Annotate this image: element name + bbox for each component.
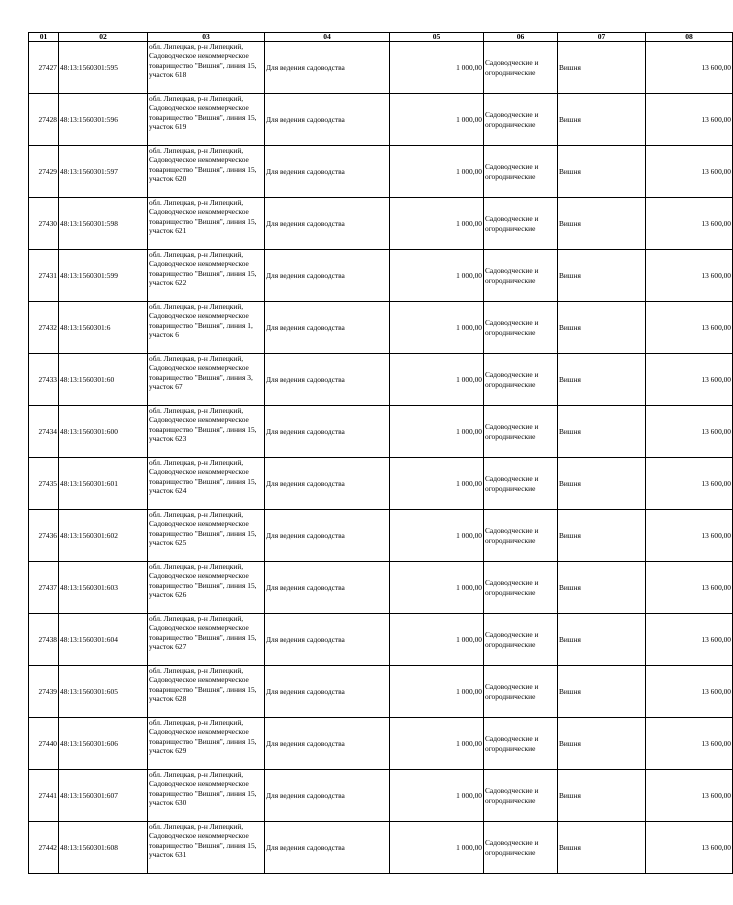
table-row [29,718,733,770]
category-cell: Садоводческие и огороднические [484,94,558,146]
address-text: обл. Липецкая, р-н Липецкий, Садоводческое некоммерческое товарищество "Вишня", линия 15, участок 629 [149,718,257,755]
area-cell: 1 000,00 [390,562,484,614]
name-cell: Вишня [558,458,646,510]
address-text: обл. Липецкая, р-н Липецкий, Садоводческое некоммерческое товарищество "Вишня", линия 1, участок 6 [149,302,253,339]
row-number-cell: 27428 [29,94,59,146]
address-cell [148,94,265,146]
table-row [29,198,733,250]
area-cell: 1 000,00 [390,822,484,874]
category-cell: Садоводческие и огороднические [484,666,558,718]
table-row [29,250,733,302]
area-cell: 1 000,00 [390,666,484,718]
table-row [29,42,733,94]
column-header: 08 [646,33,733,42]
name-cell: Вишня [558,302,646,354]
row-number-cell: 27433 [29,354,59,406]
address-cell [148,302,265,354]
category-cell: Садоводческие и огороднические [484,42,558,94]
area-cell: 1 000,00 [390,42,484,94]
area-cell: 1 000,00 [390,770,484,822]
cadastral-number-cell: 48:13:1560301:607 [59,770,148,822]
address-text: обл. Липецкая, р-н Липецкий, Садоводческое некоммерческое товарищество "Вишня", линия 15, участок 621 [149,198,257,235]
area-cell: 1 000,00 [390,510,484,562]
table-row [29,822,733,874]
value-cell: 13 600,00 [646,562,733,614]
category-cell: Садоводческие и огороднические [484,458,558,510]
permitted-use-cell: Для ведения садоводства [265,354,390,406]
area-cell: 1 000,00 [390,406,484,458]
cadastral-number-cell: 48:13:1560301:605 [59,666,148,718]
value-cell: 13 600,00 [646,718,733,770]
address-text: обл. Липецкая, р-н Липецкий, Садоводческое некоммерческое товарищество "Вишня", линия 15, участок 631 [149,822,257,859]
document-page [28,32,733,874]
permitted-use-cell: Для ведения садоводства [265,198,390,250]
value-cell: 13 600,00 [646,666,733,718]
land-plots-table [28,32,733,874]
address-cell [148,770,265,822]
value-cell: 13 600,00 [646,822,733,874]
permitted-use-cell: Для ведения садоводства [265,562,390,614]
category-cell: Садоводческие и огороднические [484,718,558,770]
table-row [29,770,733,822]
category-cell: Садоводческие и огороднические [484,406,558,458]
area-cell: 1 000,00 [390,94,484,146]
address-cell [148,614,265,666]
row-number-cell: 27435 [29,458,59,510]
address-cell [148,406,265,458]
table-row [29,146,733,198]
table-row [29,510,733,562]
name-cell: Вишня [558,770,646,822]
row-number-cell: 27427 [29,42,59,94]
address-cell [148,198,265,250]
name-cell: Вишня [558,562,646,614]
address-cell [148,458,265,510]
row-number-cell: 27439 [29,666,59,718]
name-cell: Вишня [558,666,646,718]
name-cell: Вишня [558,146,646,198]
address-cell [148,42,265,94]
address-text: обл. Липецкая, р-н Липецкий, Садоводческое некоммерческое товарищество "Вишня", линия 15, участок 622 [149,250,257,287]
cadastral-number-cell: 48:13:1560301:600 [59,406,148,458]
row-number-cell: 27438 [29,614,59,666]
permitted-use-cell: Для ведения садоводства [265,718,390,770]
address-cell [148,354,265,406]
permitted-use-cell: Для ведения садоводства [265,94,390,146]
area-cell: 1 000,00 [390,614,484,666]
value-cell: 13 600,00 [646,614,733,666]
row-number-cell: 27442 [29,822,59,874]
table-row [29,302,733,354]
row-number-cell: 27432 [29,302,59,354]
area-cell: 1 000,00 [390,250,484,302]
column-header: 07 [558,33,646,42]
value-cell: 13 600,00 [646,94,733,146]
cadastral-number-cell: 48:13:1560301:604 [59,614,148,666]
permitted-use-cell: Для ведения садоводства [265,458,390,510]
name-cell: Вишня [558,42,646,94]
table-header-row [29,33,733,42]
permitted-use-cell: Для ведения садоводства [265,42,390,94]
cadastral-number-cell: 48:13:1560301:595 [59,42,148,94]
category-cell: Садоводческие и огороднические [484,250,558,302]
address-cell [148,718,265,770]
row-number-cell: 27430 [29,198,59,250]
area-cell: 1 000,00 [390,302,484,354]
table-row [29,458,733,510]
cadastral-number-cell: 48:13:1560301:599 [59,250,148,302]
area-cell: 1 000,00 [390,146,484,198]
permitted-use-cell: Для ведения садоводства [265,302,390,354]
address-text: обл. Липецкая, р-н Липецкий, Садоводческое некоммерческое товарищество "Вишня", линия 15, участок 620 [149,146,257,183]
category-cell: Садоводческие и огороднические [484,770,558,822]
cadastral-number-cell: 48:13:1560301:60 [59,354,148,406]
value-cell: 13 600,00 [646,770,733,822]
permitted-use-cell: Для ведения садоводства [265,666,390,718]
area-cell: 1 000,00 [390,458,484,510]
table-row [29,666,733,718]
address-text: обл. Липецкая, р-н Липецкий, Садоводческое некоммерческое товарищество "Вишня", линия 15, участок 624 [149,458,257,495]
address-text: обл. Липецкая, р-н Липецкий, Садоводческое некоммерческое товарищество "Вишня", линия 3, участок 67 [149,354,253,391]
name-cell: Вишня [558,822,646,874]
value-cell: 13 600,00 [646,250,733,302]
permitted-use-cell: Для ведения садоводства [265,822,390,874]
table-row [29,614,733,666]
row-number-cell: 27441 [29,770,59,822]
category-cell: Садоводческие и огороднические [484,302,558,354]
cadastral-number-cell: 48:13:1560301:608 [59,822,148,874]
column-header: 06 [484,33,558,42]
cadastral-number-cell: 48:13:1560301:601 [59,458,148,510]
table-body [29,42,733,874]
column-header: 03 [148,33,265,42]
value-cell: 13 600,00 [646,302,733,354]
value-cell: 13 600,00 [646,354,733,406]
category-cell: Садоводческие и огороднические [484,198,558,250]
address-text: обл. Липецкая, р-н Липецкий, Садоводческое некоммерческое товарищество "Вишня", линия 15, участок 619 [149,94,257,131]
address-cell [148,250,265,302]
address-text: обл. Липецкая, р-н Липецкий, Садоводческое некоммерческое товарищество "Вишня", линия 15, участок 630 [149,770,257,807]
name-cell: Вишня [558,718,646,770]
address-cell [148,822,265,874]
value-cell: 13 600,00 [646,406,733,458]
category-cell: Садоводческие и огороднические [484,510,558,562]
value-cell: 13 600,00 [646,198,733,250]
cadastral-number-cell: 48:13:1560301:602 [59,510,148,562]
value-cell: 13 600,00 [646,146,733,198]
table-row [29,94,733,146]
value-cell: 13 600,00 [646,42,733,94]
row-number-cell: 27429 [29,146,59,198]
column-header: 01 [29,33,59,42]
address-text: обл. Липецкая, р-н Липецкий, Садоводческое некоммерческое товарищество "Вишня", линия 15, участок 626 [149,562,257,599]
permitted-use-cell: Для ведения садоводства [265,770,390,822]
table-row [29,354,733,406]
row-number-cell: 27436 [29,510,59,562]
value-cell: 13 600,00 [646,510,733,562]
cadastral-number-cell: 48:13:1560301:598 [59,198,148,250]
cadastral-number-cell: 48:13:1560301:606 [59,718,148,770]
table-row [29,562,733,614]
address-text: обл. Липецкая, р-н Липецкий, Садоводческое некоммерческое товарищество "Вишня", линия 15, участок 625 [149,510,257,547]
address-cell [148,562,265,614]
address-cell [148,666,265,718]
area-cell: 1 000,00 [390,354,484,406]
permitted-use-cell: Для ведения садоводства [265,614,390,666]
column-header: 04 [265,33,390,42]
row-number-cell: 27440 [29,718,59,770]
name-cell: Вишня [558,614,646,666]
cadastral-number-cell: 48:13:1560301:597 [59,146,148,198]
name-cell: Вишня [558,198,646,250]
permitted-use-cell: Для ведения садоводства [265,250,390,302]
table-row [29,406,733,458]
name-cell: Вишня [558,510,646,562]
address-text: обл. Липецкая, р-н Липецкий, Садоводческое некоммерческое товарищество "Вишня", линия 15, участок 628 [149,666,257,703]
name-cell: Вишня [558,94,646,146]
permitted-use-cell: Для ведения садоводства [265,510,390,562]
address-text: обл. Липецкая, р-н Липецкий, Садоводческое некоммерческое товарищество "Вишня", линия 15, участок 618 [149,42,257,79]
name-cell: Вишня [558,354,646,406]
category-cell: Садоводческие и огороднические [484,354,558,406]
category-cell: Садоводческие и огороднические [484,614,558,666]
name-cell: Вишня [558,250,646,302]
row-number-cell: 27437 [29,562,59,614]
cadastral-number-cell: 48:13:1560301:596 [59,94,148,146]
row-number-cell: 27434 [29,406,59,458]
category-cell: Садоводческие и огороднические [484,822,558,874]
permitted-use-cell: Для ведения садоводства [265,146,390,198]
address-cell [148,510,265,562]
column-header: 02 [59,33,148,42]
address-text: обл. Липецкая, р-н Липецкий, Садоводческое некоммерческое товарищество "Вишня", линия 15, участок 623 [149,406,257,443]
name-cell: Вишня [558,406,646,458]
value-cell: 13 600,00 [646,458,733,510]
cadastral-number-cell: 48:13:1560301:6 [59,302,148,354]
category-cell: Садоводческие и огороднические [484,146,558,198]
column-header: 05 [390,33,484,42]
permitted-use-cell: Для ведения садоводства [265,406,390,458]
row-number-cell: 27431 [29,250,59,302]
category-cell: Садоводческие и огороднические [484,562,558,614]
area-cell: 1 000,00 [390,718,484,770]
address-cell [148,146,265,198]
area-cell: 1 000,00 [390,198,484,250]
cadastral-number-cell: 48:13:1560301:603 [59,562,148,614]
address-text: обл. Липецкая, р-н Липецкий, Садоводческое некоммерческое товарищество "Вишня", линия 15, участок 627 [149,614,257,651]
